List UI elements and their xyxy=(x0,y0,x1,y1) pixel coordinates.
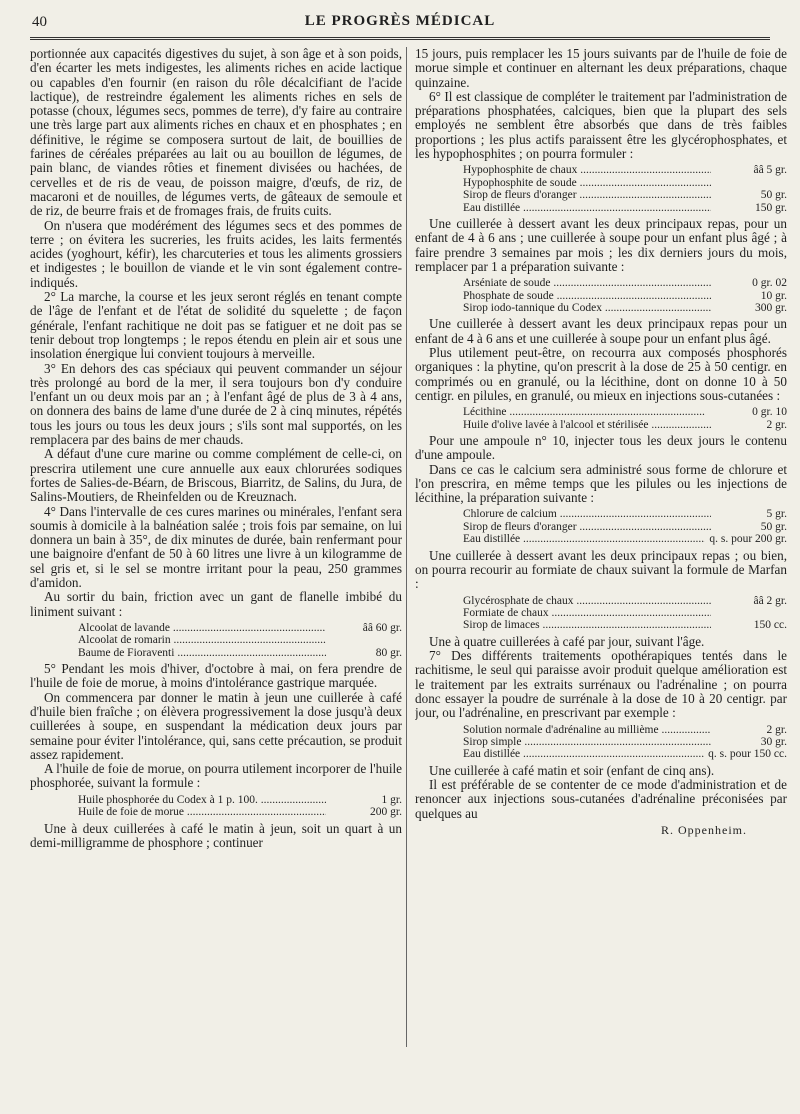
formula-row xyxy=(463,202,787,214)
ingredient-name: Huile de foie de morue ..... xyxy=(78,806,326,818)
ingredient-name: Solution normale d'adrénaline au millième ..... xyxy=(463,724,711,736)
formula-row xyxy=(463,177,787,189)
ingredient-quantity xyxy=(326,634,402,646)
formula-liniment xyxy=(78,622,402,659)
paragraph: Une à deux cuillerées à café le matin à jeun, soit un quart à un demi-milligramme de phosphore ; continuer xyxy=(30,820,402,850)
ingredient-name: Lécithine ..... xyxy=(463,406,711,418)
paragraph: Dans ce cas le calcium sera administré sous forme de chlorure et l'on prescrira, en même temps que les pilules ou les injections de lécithine, la préparation suivante : xyxy=(415,461,787,506)
ingredient-quantity: 0 gr. 02 xyxy=(752,277,787,290)
formula-row xyxy=(463,419,787,431)
ingredient-name: Huile d'olive lavée à l'alcool et stérilisée ..... xyxy=(463,419,711,431)
ingredient-name: Alcoolat de lavande ..... xyxy=(78,622,326,634)
ingredient-name: Eau distillée ..... xyxy=(463,202,711,214)
ingredient-quantity xyxy=(711,607,787,619)
ingredient-quantity: 300 gr. xyxy=(755,302,787,314)
paragraph: Une cuillerée à dessert avant les deux principaux repas, pour un enfant de 4 à 6 ans ; une cuillerée à soupe pour un enfant plus âgé ; à faire prendre 3 semaines par mois ; les dix derniers jours du mois, remplacer par 1 a préparation suivante : xyxy=(415,216,787,274)
ingredient-quantity: 150 gr. xyxy=(755,201,787,214)
ingredient-name: Glycérosphate de chaux ..... xyxy=(463,595,711,607)
ingredient-quantity: 1 gr. xyxy=(381,793,402,806)
formula-row xyxy=(463,277,787,289)
ingredient-quantity: 5 gr. xyxy=(766,508,787,521)
ingredient-name: Sirop de fleurs d'oranger ..... xyxy=(463,521,711,533)
page-number: 40 xyxy=(32,14,47,30)
ingredient-name: Alcoolat de romarin ..... xyxy=(78,634,326,646)
formula-row xyxy=(463,619,787,631)
header-rule xyxy=(30,37,770,40)
paragraph: Il est préférable de se contenter de ce mode d'administration et de renoncer aux injections sous-cutanées d'adrénaline préconisées par quelques au xyxy=(415,777,787,821)
formula-lecithine xyxy=(463,406,787,431)
ingredient-name: Sirop simple ..... xyxy=(463,736,711,748)
formula-row xyxy=(78,806,402,818)
paragraph: Une cuillerée à dessert avant les deux principaux repas ; ou bien, on pourra recourir au formiate de chaux suivant la formule de Marfan : xyxy=(415,547,787,592)
paragraph: Plus utilement peut-être, on recourra aux composés phosphorés organiques : la phytine, qu'on prescrit à la dose de 25 à 50 centigr. en comprimés ou en granulé, ou la lécithine, dont on donne 10 à 50 centigr. en pilules, en granulé, ou mieux en injections sous-cutanées : xyxy=(415,345,787,403)
ingredient-name: Baume de Fioraventi ..... xyxy=(78,647,326,659)
ingredient-name: Hypophosphite de soude ..... xyxy=(463,177,711,189)
formula-row xyxy=(463,508,787,520)
paragraph: 7° Des différents traitements opothérapiques tentés dans le rachitisme, le seul qui paraisse avoir produit quelque amélioration est le traitement par les extraits surrénaux ou l'adrénaline ; on pourra donc essayer la poudre de surrénale à la dose de 10 à 20 centigr. par jour, ou l'adrénaline, en prescrivant par exemple : xyxy=(415,648,787,721)
ingredient-quantity: 10 gr. xyxy=(760,289,787,302)
paragraph: A l'huile de foie de morue, on pourra utilement incorporer de l'huile phosphorée, suivant la formule : xyxy=(30,761,402,791)
ingredient-name: Sirop iodo-tannique du Codex ..... xyxy=(463,302,711,314)
ingredient-name: Arséniate de soude ..... xyxy=(463,277,711,289)
ingredient-quantity: 50 gr. xyxy=(760,189,787,202)
formula-row xyxy=(463,724,787,736)
running-title: LE PROGRÈS MÉDICAL xyxy=(304,13,496,29)
left-column xyxy=(30,47,402,1087)
ingredient-quantity: 150 cc. xyxy=(753,619,787,632)
formula-hypophosphites xyxy=(463,164,787,214)
formula-row xyxy=(463,164,787,176)
formula-row xyxy=(78,647,402,659)
formula-row xyxy=(463,189,787,201)
formula-row xyxy=(463,533,787,545)
paragraph: 3° En dehors des cas spéciaux qui peuvent commander un séjour très prolongé au bord de la mer, il sera toujours bon d'y conduire l'enfant un ou deux mois par an ; à l'enfant âgé de plus de 3 à 4 ans, on donnera des bains de lame d'une durée de 2 à cinq minutes, répétés tous les jours ou tous les deux jours ; s'ils sont mal supportés, on les remplacera par des bains de mer chauds. xyxy=(30,360,402,448)
right-column xyxy=(415,47,787,1087)
ingredient-quantity: 200 gr. xyxy=(370,806,402,819)
formula-marfan xyxy=(463,595,787,632)
ingredient-name: Chlorure de calcium ..... xyxy=(463,508,711,520)
formula-arseniate xyxy=(463,277,787,314)
formula-row xyxy=(463,595,787,607)
paragraph: 4° Dans l'intervalle de ces cures marines ou minérales, l'enfant sera soumis à domicile à la balnéation salée ; trois fois par semaine, on lui donnera un bain à 35°, de dix minutes de durée, bain renfermant pour une baignoire d'enfant de 50 à 60 litres une livre à un kilogramme de sel gris et, si le sel se montre irritant pour la peau, 250 grammes d'amidon. xyxy=(30,503,402,590)
formula-row xyxy=(463,406,787,418)
ingredient-quantity: 2 gr. xyxy=(766,418,787,431)
paragraph: 5° Pendant les mois d'hiver, d'octobre à mai, on fera prendre de l'huile de foie de morue, à moins d'intolérance gastrique marquée. xyxy=(30,661,402,691)
paragraph: Une cuillerée à café matin et soir (enfant de cinq ans). xyxy=(429,762,715,778)
page-header xyxy=(28,10,772,36)
ingredient-quantity: q. s. pour 150 cc. xyxy=(708,748,787,761)
formula-row xyxy=(463,736,787,748)
formula-row xyxy=(463,521,787,533)
paragraph: Une à quatre cuillerées à café par jour, suivant l'âge. xyxy=(429,633,705,649)
formula-row xyxy=(463,748,787,760)
ingredient-quantity: ââ 2 gr. xyxy=(753,594,787,607)
paragraph: Au sortir du bain, friction avec un gant de flanelle imbibé du liniment suivant : xyxy=(30,589,402,619)
column-separator xyxy=(406,47,407,1047)
ingredient-name: Eau distillée ..... xyxy=(463,748,704,760)
ingredient-quantity: q. s. pour 200 gr. xyxy=(709,533,787,546)
paragraph: A défaut d'une cure marine ou comme complément de celle-ci, on prescrira utilement une cure annuelle aux eaux chlorurées sodiques fortes de Salies-de-Béarn, de Briscous, Biarritz, de Salins, du Jura, de Salins-Moutiers, de Rheinfelden ou de Kreuznach. xyxy=(30,446,402,505)
formula-row xyxy=(463,302,787,314)
ingredient-name: Huile phosphorée du Codex à 1 p. 100. ..... xyxy=(78,794,326,806)
paragraph: 2° La marche, la course et les jeux seront réglés en tenant compte de l'âge de l'enfant et de l'état de solidité du squelette ; de façon générale, l'enfant rachitique ne doit pas se fatiguer et ne doit pas se tenir debout trop longtemps ; le repos étendu en plein air et sous une insolation énergique lui convient toujours à merveille. xyxy=(30,289,402,362)
ingredient-name: Phosphate de soude ..... xyxy=(463,290,711,302)
ingredient-name: Formiate de chaux ..... xyxy=(463,607,711,619)
ingredient-name: Hypophosphite de chaux ..... xyxy=(463,164,711,176)
paragraph: On commencera par donner le matin à jeun une cuillerée à café d'huile bien fraîche ; on élèvera progressivement la dose jusqu'à deux cuillerées à soupe, en suspendant la médication deux jours par semaine pour éviter l'intolérance, qui, sans cette précaution, se produit assez rapidement. xyxy=(30,689,402,762)
ingredient-quantity: ââ 60 gr. xyxy=(362,621,402,634)
ingredient-name: Sirop de fleurs d'oranger ..... xyxy=(463,189,711,201)
author-signature: R. Oppenheim. xyxy=(661,823,747,837)
paragraph: Une cuillerée à dessert avant les deux principaux repas pour un enfant de 4 à 6 ans et une cuillerée à soupe pour un enfant plus âgé. xyxy=(415,316,787,346)
ingredient-quantity: 0 gr. 10 xyxy=(752,406,787,419)
paragraph: 15 jours, puis remplacer les 15 jours suivants par de l'huile de foie de morue simple et continuer en alternant les deux préparations, chaque quinzaine. xyxy=(415,47,787,90)
formula-row xyxy=(463,607,787,619)
paragraph: Pour une ampoule n° 10, injecter tous les deux jours le contenu d'une ampoule. xyxy=(415,433,787,463)
formula-row xyxy=(78,622,402,634)
formula-adrenaline xyxy=(463,724,787,761)
ingredient-name: Eau distillée ..... xyxy=(463,533,705,545)
formula-row xyxy=(78,634,402,646)
ingredient-quantity: 50 gr. xyxy=(760,520,787,533)
formula-row xyxy=(78,794,402,806)
paragraph: On n'usera que modérément des légumes secs et des pommes de terre ; on évitera les sucreries, les fruits acides, les laits fermentés acides (yoghourt, kéfir), les charcuteries et tous les aliments grossiers et indigestes ; le bouillon de viande et le vin sont également contre-indiqués. xyxy=(30,217,402,290)
ingredient-quantity: ââ 5 gr. xyxy=(753,164,787,177)
ingredient-quantity: 30 gr. xyxy=(760,736,787,748)
ingredient-quantity xyxy=(711,177,787,189)
ingredient-name: Sirop de limaces ..... xyxy=(463,619,711,631)
ingredient-quantity: 2 gr. xyxy=(766,723,787,736)
paragraph: portionnée aux capacités digestives du sujet, à son âge et à son poids, d'en écarter les mets indigestes, les aliments riches en acide lactique ou capables d'en fournir (en raison du rôle décalcifiant de l'acide lactique), de restreindre également les aliments riches en sels de potasse (choux, légumes secs, pommes de terre), d'y faire au contraire une très large part aux aliments riches en chaux et en phosphates ; en définitive, le régime se composera surtout de lait, de bouillies de farines de céréales préparées au lait ou au bouillon de légumes, de pain blanc, de viandes rôties et finement divisées ou hachées, de cervelles et de ris de veau, de poisson maigre, d'œufs, de riz, de macaroni et de nouilles, de légumes verts, de gâteaux de semoule et de riz, de beurre frais et de fromages frais, de fruits cuits. xyxy=(30,47,402,219)
paragraph: 6° Il est classique de compléter le traitement par l'administration de préparations phosphatées, calciques, bien que la plupart des sels employés ne semblent être absorbés que dans de très faibles proportions ; les plus actifs paraissent être les glycérophosphates, et les hypophosphites ; on pourra formuler : xyxy=(415,88,787,162)
formula-chlorure xyxy=(463,508,787,545)
ingredient-quantity: 80 gr. xyxy=(375,646,402,659)
formula-row xyxy=(463,290,787,302)
formula-huile-phosphoree xyxy=(78,794,402,819)
